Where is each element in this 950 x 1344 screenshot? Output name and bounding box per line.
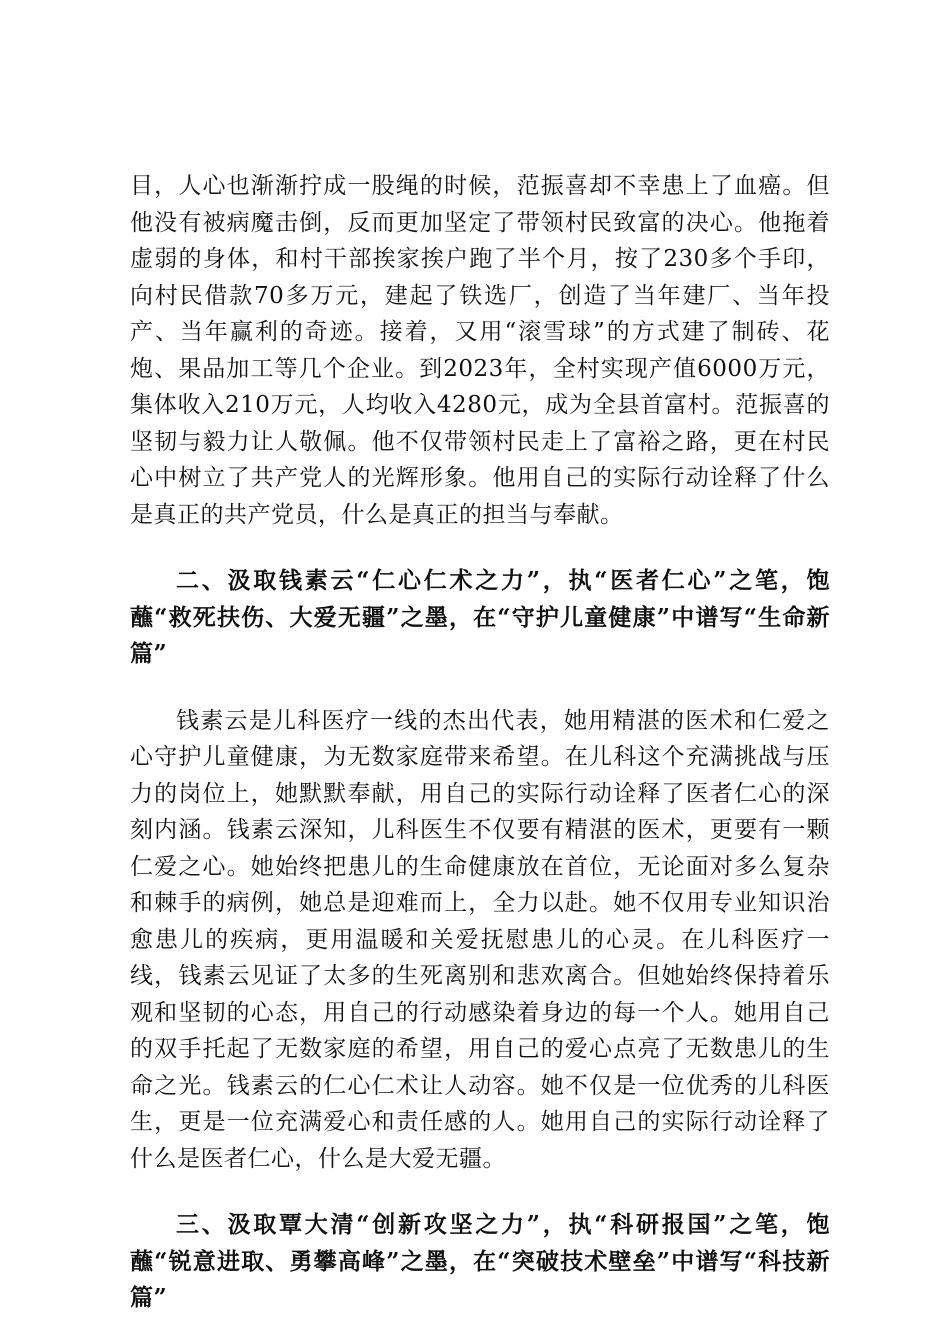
section-heading-2: 二、汲取钱素云“仁心仁术之力”，执“医者仁心”之笔，饱蘸“救死扶伤、大爱无疆”之墨，在“守护儿童健康”中谱写“生命新篇”: [130, 567, 830, 667]
body-paragraph-2: 钱素云是儿科医疗一线的杰出代表，她用精湛的医术和仁爱之心守护儿童健康，为无数家庭带来希望。在儿科这个充满挑战与压力的岗位上，她默默奉献，用自己的实际行动诠释了医者仁心的深刻内涵。钱素云深知，儿科医生不仅要有精湛的医术，更要有一颗仁爱之心。她始终把患儿的生命健康放在首位，无论面对多么复杂和棘手的病例，她总是迎难而上，全力以赴。她不仅用专业知识治愈患儿的疾病，更用温暖和关爱抚慰患儿的心灵。在儿科医疗一线，钱素云见证了太多的生死离别和悲欢离合。但她始终保持着乐观和坚韧的心态，用自己的行动感染着身边的每一个人。她用自己的双手托起了无数家庭的希望，用自己的爱心点亮了无数患儿的生命之光。钱素云的仁心仁术让人动容。她不仅是一位优秀的儿科医生，更是一位充满爱心和责任感的人。她用自己的实际行动诠释了什么是医者仁心，什么是大爱无疆。: [130, 707, 830, 1172]
document-page: [130, 168, 830, 1317]
body-paragraph-continued: 目，人心也渐渐拧成一股绳的时候，范振喜却不幸患上了血癌。但他没有被病魔击倒，反而更加坚定了带领村民致富的决心。他拖着虚弱的身体，和村干部挨家挨户跑了半个月，按了230多个手印，向村民借款70多万元，建起了铁选厂，创造了当年建厂、当年投产、当年赢利的奇迹。接着，又用“滚雪球”的方式建了制砖、花炮、果品加工等几个企业。到2023年，全村实现产值6000万元，集体收入210万元，人均收入4280元，成为全县首富村。范振喜的坚韧与毅力让人敬佩。他不仅带领村民走上了富裕之路，更在村民心中树立了共产党人的光辉形象。他用自己的实际行动诠释了什么是真正的共产党员，什么是真正的担当与奉献。: [130, 173, 830, 528]
section-heading-3: 三、汲取覃大清“创新攻坚之力”，执“科研报国”之笔，饱蘸“锐意进取、勇攀高峰”之墨，在“突破技术壁垒”中谱写“科技新篇”: [130, 1211, 830, 1311]
